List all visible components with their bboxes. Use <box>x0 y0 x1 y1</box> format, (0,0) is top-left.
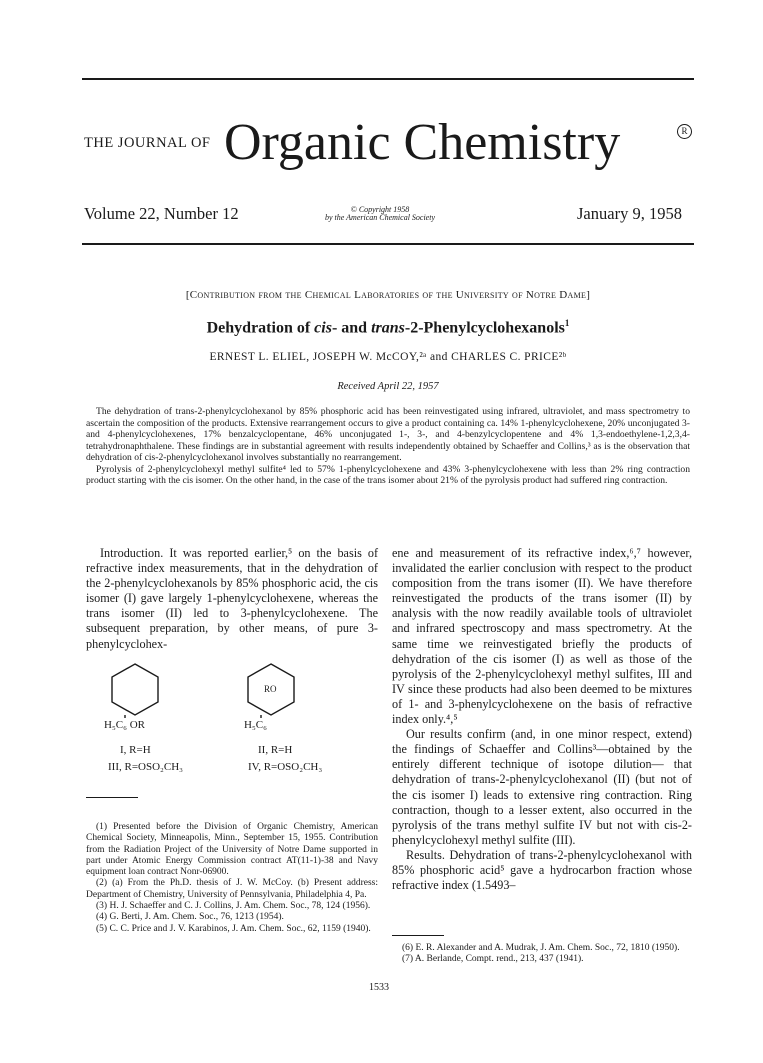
results-paragraph: Results. Dehydration of trans-2-phenylcyclohexanol with 85% phosphoric acid⁵ gave a hydrocarbon fraction whose refractive index (1.5493– <box>392 847 692 893</box>
copyright-line-1: © Copyright 1958 <box>350 205 410 214</box>
footnote: (7) A. Berlande, Compt. rend., 213, 437 (1941). <box>402 954 584 965</box>
masthead-bottom-rule <box>82 243 694 245</box>
structure-III-label: III, R=OSO₂CH₃ <box>108 761 183 773</box>
footnote: (4) G. Berti, J. Am. Chem. Soc., 76, 1213 (1954). <box>96 912 284 923</box>
introduction-paragraph: Introduction. It was reported earlier,⁵ on the basis of refractive index measurements, that in the dehydration of the 2-phenylcyclohexanols by 85% phosphoric acid, the cis isomer (I) gave largely 1-phenylcyclohexene, whereas the trans isomer (II) led to 3-phenylcyclohexene. The subsequent preparation, by other means, of pure 3-phenylcyclohex- <box>86 546 378 651</box>
structure-I-substituents: H₅C₆ OR <box>104 719 145 731</box>
structure-I-label: I, R=H <box>120 744 151 756</box>
structure-I-ring <box>100 660 170 718</box>
journal-prefix: THE JOURNAL OF <box>84 135 211 151</box>
copyright-line-2: by the American Chemical Society <box>324 213 436 223</box>
top-rule <box>82 78 694 80</box>
page-number: 1533 <box>369 982 389 993</box>
journal-name: Organic Chemistry <box>224 114 621 171</box>
body-paragraph: Our results confirm (and, in one minor respect, extend) the findings of Schaeffer and Collins³—obtained by the entirely different technique of isotope dilution— that dehydration of trans-2-phenylcyclohexanol (II) (but not of the cis isomer I) leads to extensive ring contraction. Ring contraction, though to a lesser extent, also occurred in the pyrolysis of the trans methyl sulfite IV but not with cis-2-phenylcyclohexyl methyl sulfite (III). <box>392 727 692 847</box>
footnote: (3) H. J. Schaeffer and C. J. Collins, J. Am. Chem. Soc., 78, 124 (1956). <box>96 901 371 912</box>
structure-IV-label: IV, R=OSO₂CH₃ <box>248 761 323 773</box>
right-column <box>392 546 692 893</box>
article-title: Dehydration of cis- and trans-2-Phenylcyclohexanols$^1$ <box>206 318 570 337</box>
structure-II-substituents: H₅C₆ <box>244 719 267 731</box>
abstract <box>86 406 690 487</box>
abstract-paragraph: Pyrolysis of 2-phenylcyclohexyl methyl sulfite⁴ led to 57% 1-phenylcyclohexene and 43% 3-phenylcyclohexene with less than 2% ring contraction product starting with the cis isomer. On the other hand, in the case of the trans isomer about 21% of the pyrolysis product had suffered ring contraction. <box>86 463 690 486</box>
abstract-paragraph: The dehydration of trans-2-phenylcyclohexanol by 85% phosphoric acid has been reinvestigated using infrared, ultraviolet, and mass spectrometry to ascertain the composition of the products. Extensive rearrangement occurs to give a product containing ca. 14% 1-phenylcyclohexene, 20% unconjugated 3- and 4-phenylcyclohexenes, 17% benzalcyclopentane, 46% unconjugated 1-, 3-, and 4-benzylcyclopentene and 4% 1,3-endoethylene-1,2,3,4-tetrahydronaphthalene. These findings are in substantial agreement with results independently obtained by Schaeffer and Collins,³ as is the observation that dehydration of cis-2-phenylcyclohexanol involves substantially no rearrangement. <box>86 406 690 463</box>
issue-date: January 9, 1958 <box>577 204 682 223</box>
structure-II-label: II, R=H <box>258 744 293 756</box>
footnote-rule <box>86 797 138 798</box>
received-date: Received April 22, 1957 <box>337 381 439 392</box>
footnotes-left <box>86 822 378 935</box>
left-column <box>86 546 378 652</box>
structure-II-ring-label: RO <box>264 684 277 694</box>
footnote: (5) C. C. Price and J. V. Karabinos, J. Am. Chem. Soc., 62, 1159 (1940). <box>96 923 371 934</box>
registered-mark-icon: R <box>677 124 692 139</box>
footnotes-right <box>392 943 692 966</box>
footnote-rule <box>392 935 444 936</box>
footnote: (1) Presented before the Division of Organic Chemistry, American Chemical Society, Minneapolis, Minn., September 15, 1955. Contribution from the Radiation Project of the University of Notre Dame supported in part under Atomic Energy Commission contract AT(11-1)-38 and Navy equipment loan contract Nonr-06900. <box>86 822 378 878</box>
contribution-line: [Contribution from the Chemical Laboratories of the University of Notre Dame] <box>185 289 591 301</box>
body-paragraph: ene and measurement of its refractive index,⁶,⁷ however, invalidated the earlier conclusion with respect to the product composition from the trans isomer (II). We have therefore reinvestigated the products of the trans isomer (II) by analysis with the now readily available tools of ultraviolet and infrared spectroscopy and mass spectrometry. At the same time we reinvestigated briefly the products of dehydration of the cis isomer (I) as well as those of the pyrolysis of the 2-phenylcyclohexyl methyl sulfites, III and IV since these products had also been deemed to be mixtures of 1- and 3-phenylcyclohexene on the basis of refractive index only.⁴,⁵ <box>392 546 692 727</box>
volume-number: Volume 22, Number 12 <box>84 204 239 223</box>
authors: ERNEST L. ELIEL, JOSEPH W. McCOY,²ᵃ and CHARLES C. PRICE²ᵇ <box>209 351 567 363</box>
copyright-notice <box>300 206 460 223</box>
footnote: (6) E. R. Alexander and A. Mudrak, J. Am. Chem. Soc., 72, 1810 (1950). <box>402 943 680 953</box>
footnote: (2) (a) From the Ph.D. thesis of J. W. McCoy. (b) Present address: Department of Chemistry, University of Pennsylvania, Philadelphia 4, Pa. <box>86 878 378 900</box>
